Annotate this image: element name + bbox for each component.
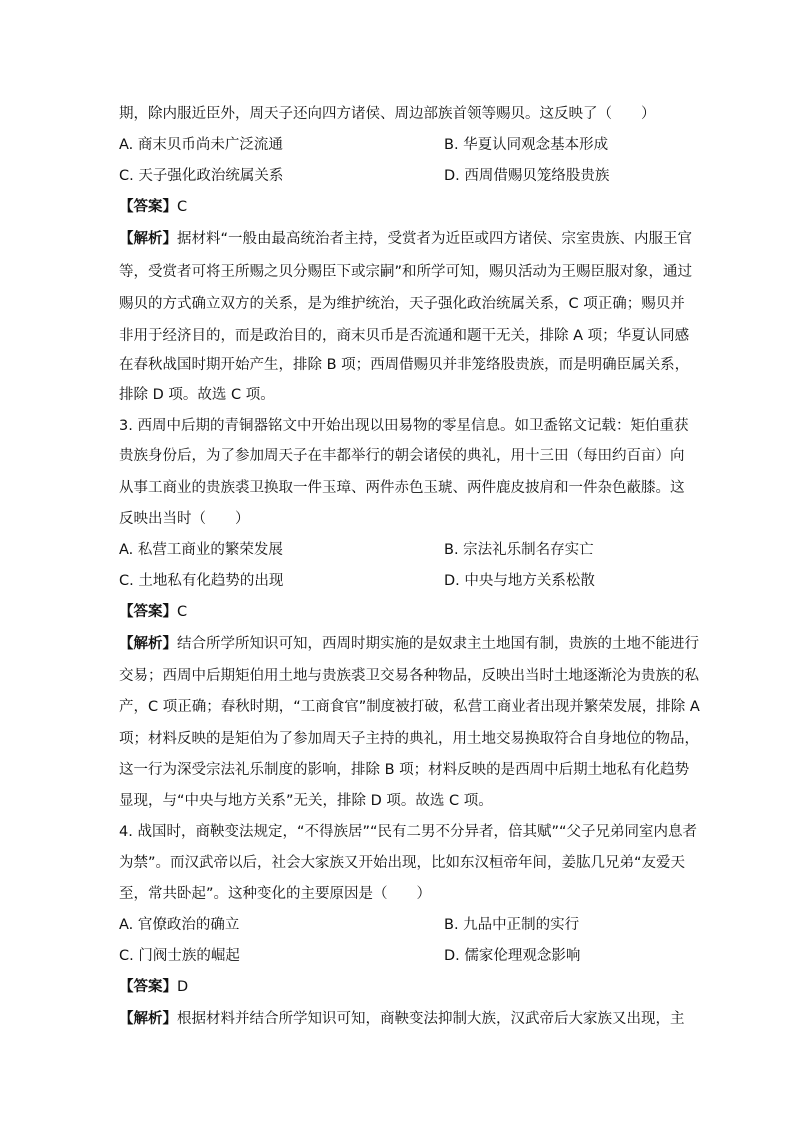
q3-analysis-line-2: 交易；西周中后期矩伯用土地与贵族裘卫交易各种物品，反映出当时土地逐渐沦为贵族的私	[119, 668, 699, 684]
q4-option-a: A. 官僚政治的确立	[119, 917, 240, 933]
q2-analysis-line-4: 非用于经济目的，而是政治目的，商末贝币是否流通和题干无关，排除 A 项；华夏认同感	[119, 328, 690, 344]
q4-analysis-line-1	[119, 1009, 685, 1029]
q2-option-d: D. 西周借赐贝笼络股贵族	[444, 168, 610, 184]
q2-option-a: A. 商末贝币尚未广泛流通	[119, 137, 283, 153]
q3-stem-line-3: 从事工商业的贵族裘卫换取一件玉璋、两件赤色玉琥、两件鹿皮披肩和一件杂色蔽膝。这	[119, 480, 685, 496]
q2-analysis-line-1	[119, 229, 692, 249]
q3-option-d: D. 中央与地方关系松散	[444, 573, 595, 589]
analysis-label: 【解析】	[119, 636, 177, 652]
analysis-text: 根据材料并结合所学知识可知，商鞅变法抑制大族，汉武帝后大家族又出现，主	[177, 1011, 685, 1027]
q2-analysis-line-5: 在春秋战国时期开始产生，排除 B 项；西周借赐贝并非笼络股贵族，而是明确臣属关系，	[119, 357, 690, 373]
q2-analysis-line-6: 排除 D 项。故选 C 项。	[119, 387, 275, 403]
analysis-label: 【解析】	[119, 1011, 177, 1027]
q3-option-a: A. 私营工商业的繁荣发展	[119, 542, 283, 558]
q4-stem-line-3: 至，常共卧起”。这种变化的主要原因是（ ）	[119, 886, 432, 902]
q2-analysis-line-2: 等，受赏者可将王所赐之贝分赐臣下或宗嗣”和所学可知，赐贝活动为王赐臣服对象，通过	[119, 264, 693, 280]
q4-option-b: B. 九品中正制的实行	[444, 917, 580, 933]
q4-option-c: C. 门阀士族的崛起	[119, 948, 240, 964]
q4-stem-line-1: 4. 战国时，商鞅变法规定，“不得族居”“民有二男不分异者，倍其赋”“父子兄弟同室内息者	[119, 824, 698, 840]
q3-analysis-line-6: 显现，与“中央与地方关系”无关，排除 D 项。故选 C 项。	[119, 793, 493, 809]
q4-answer-value: D	[177, 979, 189, 995]
q3-option-c: C. 土地私有化趋势的出现	[119, 573, 284, 589]
q3-answer	[119, 602, 187, 622]
q2-answer	[119, 197, 187, 217]
analysis-label: 【解析】	[119, 231, 177, 247]
q2-answer-label: 【答案】	[119, 199, 177, 215]
q3-stem-line-1: 3. 西周中后期的青铜器铭文中开始出现以田易物的零星信息。如卫盉铭文记载：矩伯重获	[119, 418, 689, 434]
q4-answer	[119, 977, 188, 997]
q3-answer-value: C	[177, 604, 188, 620]
q2-answer-value: C	[177, 199, 188, 215]
analysis-text: 结合所学所知识可知，西周时期实施的是奴隶主土地国有制，贵族的土地不能进行	[177, 636, 699, 652]
q3-analysis-line-4: 项；材料反映的是矩伯为了参加周天子主持的典礼，用土地交易换取符合自身地位的物品，	[119, 731, 699, 747]
q3-stem-line-4: 反映出当时（ ）	[119, 511, 250, 527]
q2-stem-tail: 期，除内服近臣外，周天子还向四方诸侯、周边部族首领等赐贝。这反映了（ ）	[119, 106, 656, 122]
q3-analysis-line-1	[119, 634, 699, 654]
q3-analysis-line-3: 产，C 项正确；春秋时期，“工商食官”制度被打破，私营工商业者出现并繁荣发展，排除 A	[119, 699, 700, 715]
q4-option-d: D. 儒家伦理观念影响	[444, 948, 581, 964]
q2-option-b: B. 华夏认同观念基本形成	[444, 137, 609, 153]
q4-answer-label: 【答案】	[119, 979, 177, 995]
q3-stem-line-2: 贵族身份后，为了参加周天子在丰都举行的朝会诸侯的典礼，用十三田（每田约百亩）向	[119, 448, 685, 464]
q2-analysis-line-3: 赐贝的方式确立双方的关系，是为维护统治，天子强化政治统属关系，C 项正确；赐贝并	[119, 296, 685, 312]
q4-stem-line-2: 为禁”。而汉武帝以后，社会大家族又开始出现，比如东汉桓帝年间，姜肱几兄弟“友爱天	[119, 855, 686, 871]
analysis-text: 据材料“一般由最高统治者主持，受赏者为近臣或四方诸侯、宗室贵族、内服王官	[177, 231, 693, 247]
q2-option-c: C. 天子强化政治统属关系	[119, 168, 284, 184]
q3-analysis-line-5: 这一行为深受宗法礼乐制度的影响，排除 B 项；材料反映的是西周中后期土地私有化趋势	[119, 762, 690, 778]
q3-option-b: B. 宗法礼乐制名存实亡	[444, 542, 594, 558]
q3-answer-label: 【答案】	[119, 604, 177, 620]
